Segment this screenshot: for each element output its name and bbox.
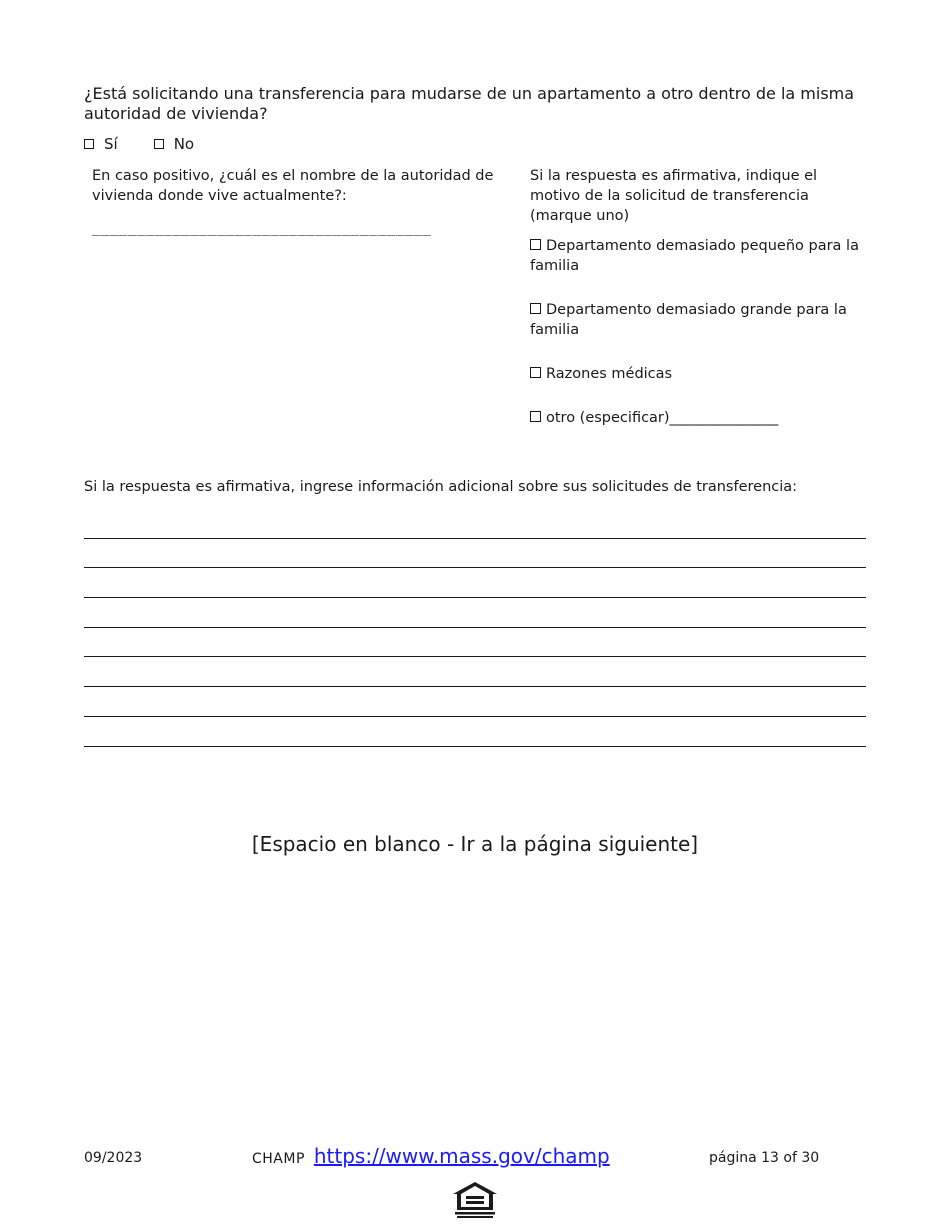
yes-no-options [84,135,230,153]
reason-option-medical[interactable] [530,364,870,384]
reason-option-other[interactable] [530,408,870,428]
writing-line[interactable] [84,686,866,687]
yes-checkbox[interactable] [84,139,94,149]
reason-label: Departamento demasiado pequeño para la familia [530,238,859,274]
reason-checkbox[interactable] [530,239,541,250]
reason-option-too-large[interactable] [530,300,870,340]
champ-link[interactable]: https://www.mass.gov/champ [313,1144,610,1168]
reason-checkbox[interactable] [530,367,541,378]
reason-label: Departamento demasiado grande para la familia [530,302,847,338]
blank-space-note: [Espacio en blanco - Ir a la página siguiente] [251,832,699,856]
writing-line[interactable] [84,656,866,657]
housing-authority-field[interactable]: ______________________________________ [92,220,432,236]
no-label: No [173,135,195,153]
no-checkbox[interactable] [154,139,164,149]
writing-line[interactable] [84,716,866,717]
reason-label: Razones médicas [546,366,673,382]
page-number: página 13 of 30 [709,1150,820,1166]
writing-line[interactable] [84,567,866,568]
transfer-reason-prompt: Si la respuesta es afirmativa, indique el motivo de la solicitud de transferencia (marque uno) [530,168,818,224]
equal-housing-logo-icon [451,1180,499,1220]
additional-info-prompt: Si la respuesta es afirmativa, ingrese información adicional sobre sus solicitudes de transferencia: [84,479,798,495]
writing-line[interactable] [84,597,866,598]
reason-label: otro (especificar)_______________ [546,410,779,426]
reason-checkbox[interactable] [530,411,541,422]
writing-line[interactable] [84,538,866,539]
yes-option[interactable] [84,135,118,153]
footer-date: 09/2023 [84,1150,143,1166]
transfer-question: ¿Está solicitando una transferencia para mudarse de un apartamento a otro dentro de la misma autoridad de vivienda? [84,84,855,123]
reason-checkbox[interactable] [530,303,541,314]
writing-line[interactable] [84,746,866,747]
footer-program [252,1144,610,1168]
program-name: CHAMP [252,1151,305,1167]
no-option[interactable] [154,135,194,153]
yes-label: Sí [104,135,118,153]
housing-authority-prompt: En caso positivo, ¿cuál es el nombre de la autoridad de vivienda donde vive actualmente?: [92,168,494,204]
writing-line[interactable] [84,627,866,628]
reason-option-too-small[interactable] [530,236,870,276]
